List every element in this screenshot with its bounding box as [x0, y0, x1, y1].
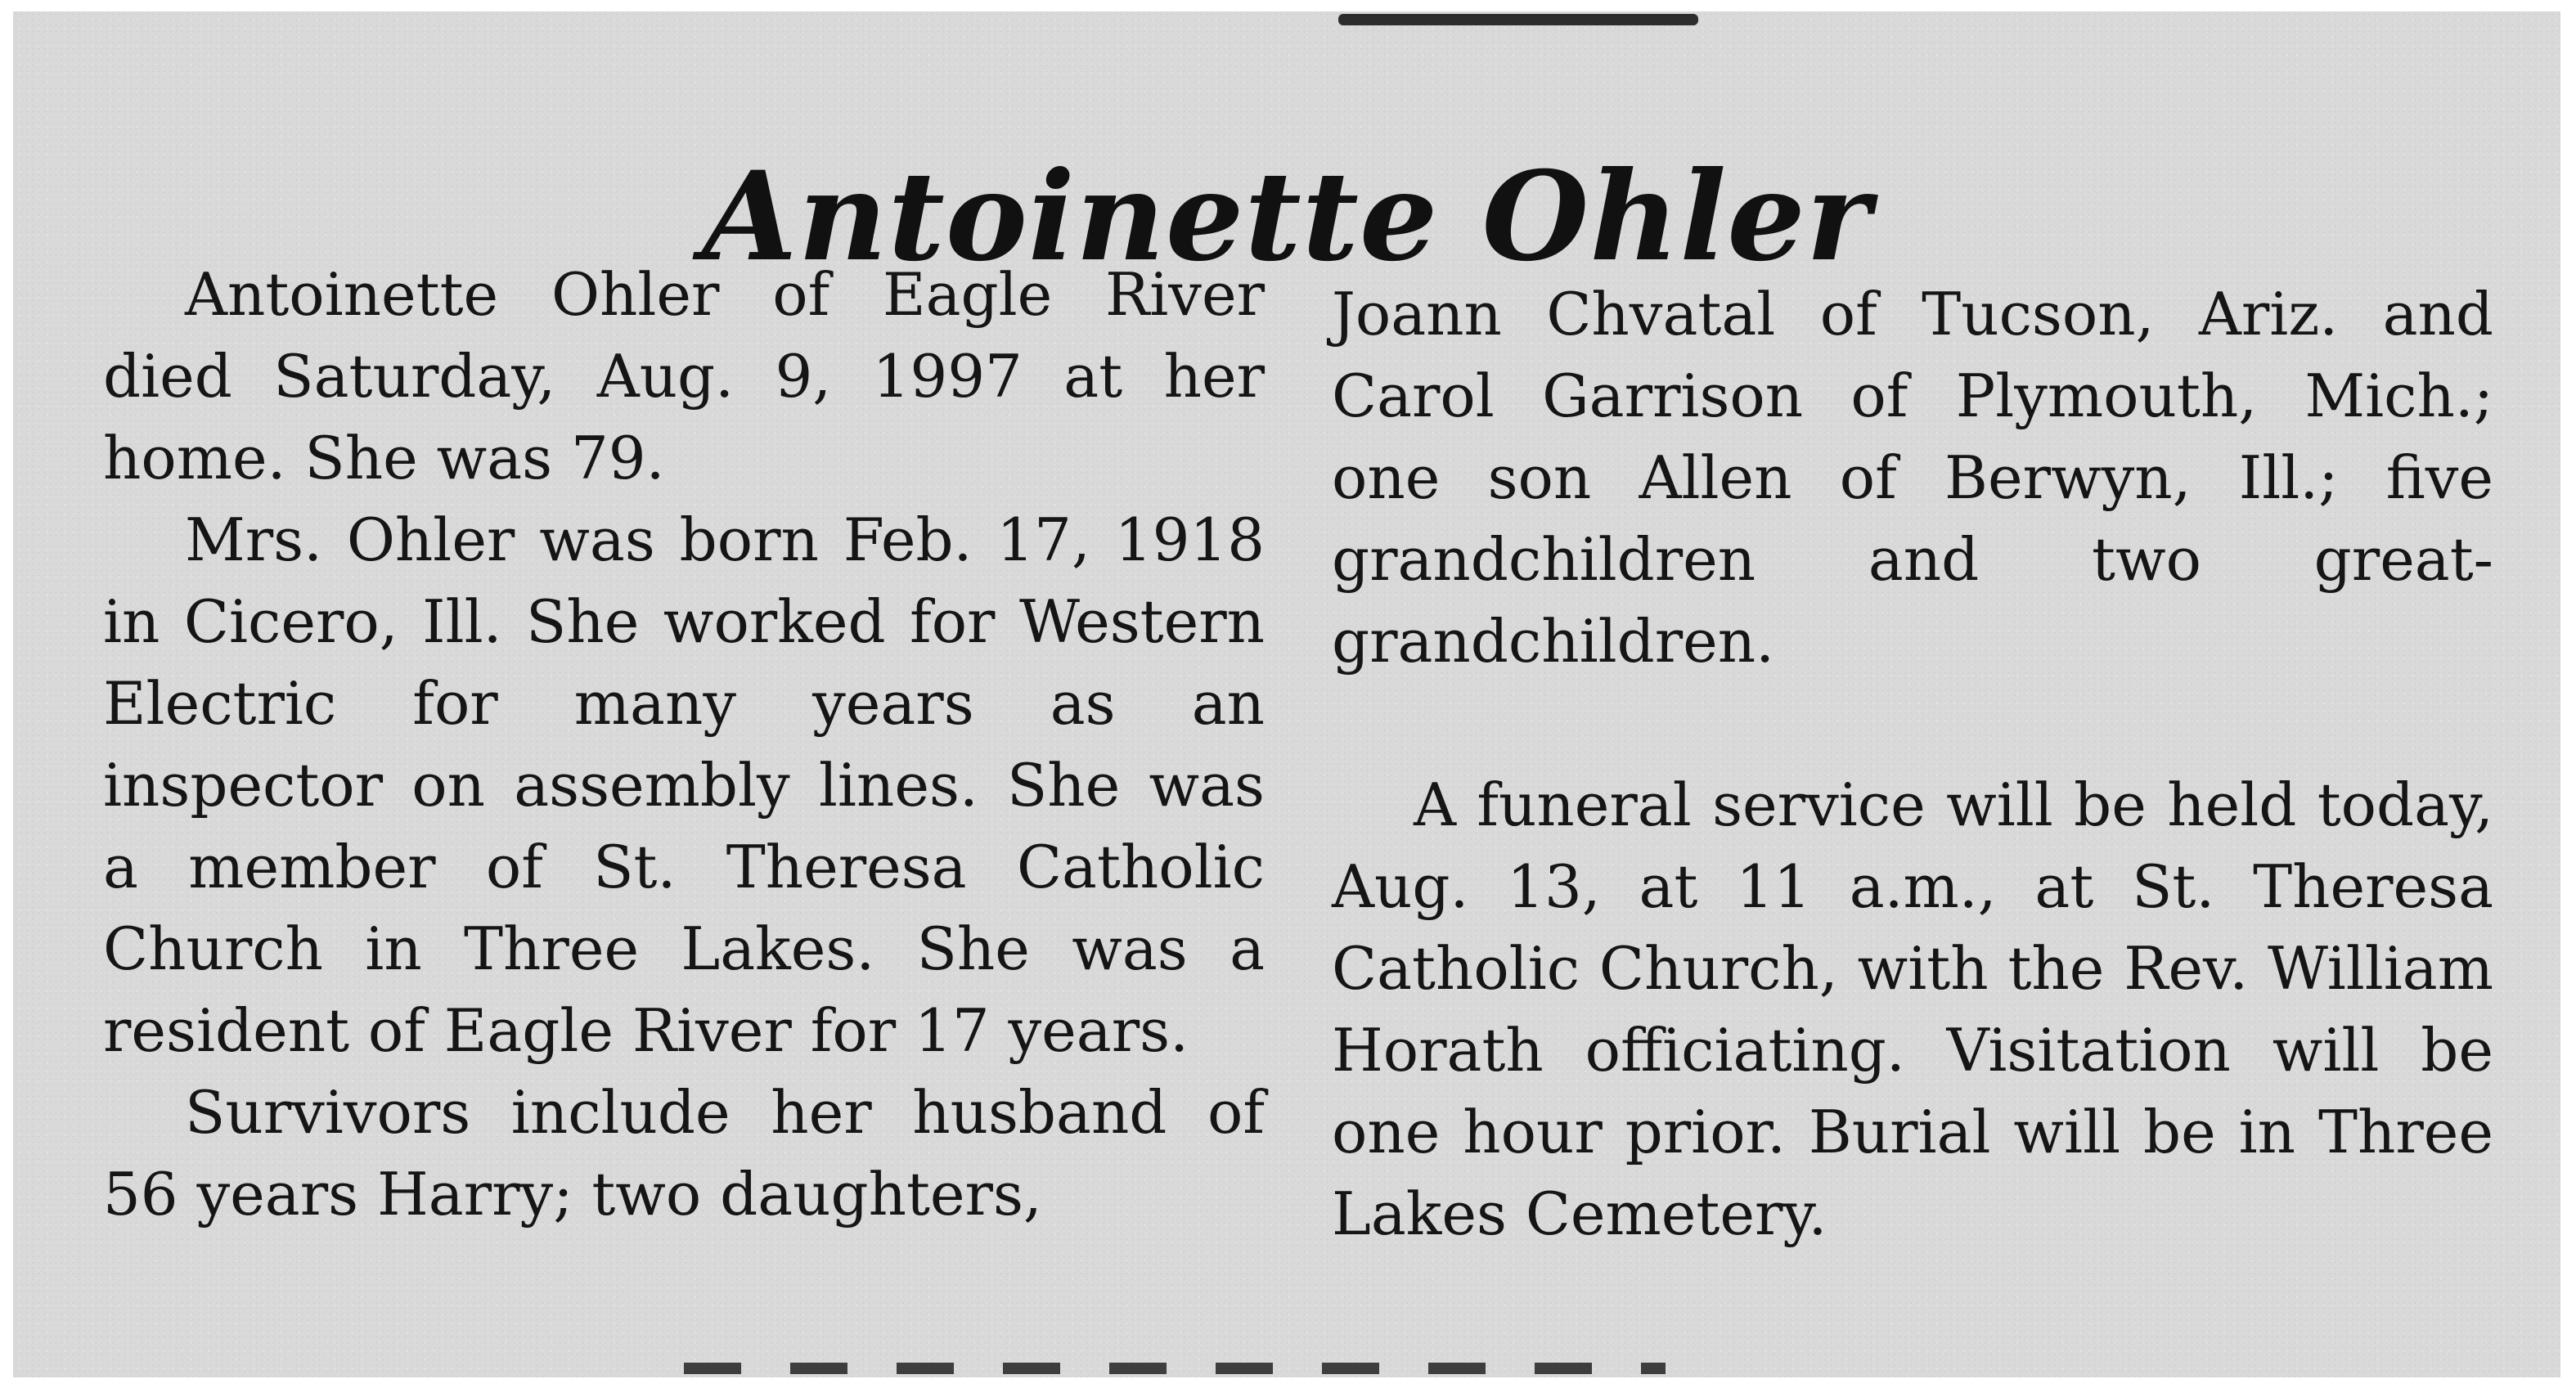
paragraph: Mrs. Ohler was born Feb. 17, 1918 in Cicero, Ill. She worked for Western Electric for many years as an inspector on assembly lines. She was a member of St. Theresa Catholic Church in Three Lakes. She was a resident of Eagle River for 17 years. [103, 505, 1265, 1065]
headline: Antoinette Ohler [702, 144, 1872, 289]
right-column [1332, 273, 2493, 1255]
paragraph: Antoinette Ohler of Eagle River died Saturday, Aug. 9, 1997 at her home. She was 79. [103, 260, 1265, 492]
paragraph: Joann Chvatal of Tucson, Ariz. and Carol Garrison of Plymouth, Mich.; one son Allen of Berwyn, Ill.; five grandchildren and two great-grandchildren. [1332, 280, 2493, 676]
cut-off-text-top [1338, 11, 1715, 26]
newspaper-clipping [13, 11, 2560, 1377]
paragraph: Survivors include her husband of 56 years Harry; two daughters, [103, 1078, 1265, 1229]
cut-off-text-bottom [684, 1363, 1666, 1374]
paragraph: A funeral service will be held today, Aug. 13, at 11 a.m., at St. Theresa Catholic Church, with the Rev. William Horath officiating. Visitation will be one hour prior. Burial will be in Three Lakes Cemetery. [1332, 770, 2493, 1248]
left-column [103, 254, 1265, 1235]
spacer [1332, 682, 2493, 764]
